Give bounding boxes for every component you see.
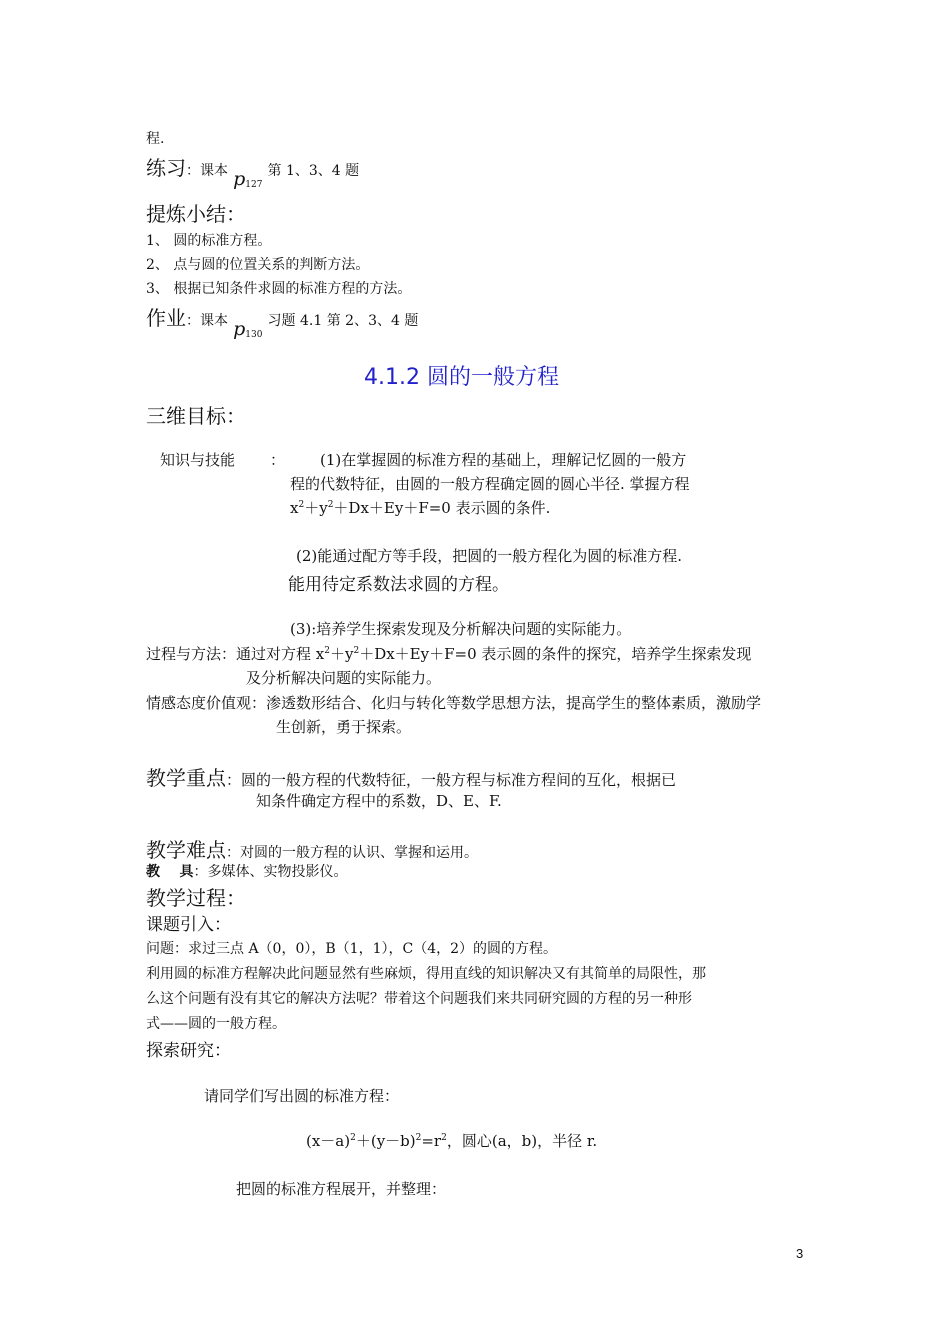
- knowledge-3-line-1: (3):培养学生探索发现及分析解决问题的实际能力。: [290, 620, 632, 638]
- explore-heading: 探索研究：: [146, 1041, 231, 1061]
- knowledge-1-line-2: 程的代数特征，由圆的一般方程确定圆的圆心半径. 掌握方程: [290, 475, 690, 493]
- key-points-heading: 教学重点: [146, 766, 226, 790]
- practice-heading: 练习: [146, 156, 186, 180]
- eq-part-sup-1: 2: [350, 1133, 356, 1143]
- knowledge-label: 知识与技能: [160, 451, 236, 469]
- process-sup-1: 2: [324, 646, 330, 656]
- explore-line-1: 请同学们写出圆的标准方程：: [204, 1087, 400, 1105]
- practice-p-var: p: [233, 168, 246, 190]
- intro-heading: 课题引入：: [146, 915, 231, 935]
- practice-text-after: 第 1、3、4 题: [267, 163, 360, 179]
- knowledge-colon: ：: [270, 451, 286, 469]
- knowledge-2-line-2: 能用待定系数法求圆的方程。: [288, 575, 509, 595]
- summary-item-1: 1、 圆的标准方程。: [146, 233, 272, 249]
- standard-equation: [306, 1130, 597, 1151]
- key-points-colon: ：: [226, 771, 242, 789]
- homework-line: [146, 302, 419, 340]
- intro-paragraph-line-3: 式——圆的一般方程。: [146, 1016, 286, 1032]
- difficulty-colon: ：: [226, 845, 240, 861]
- eq-rest: ＋Dx＋Ey＋F=0 表示圆的条件.: [333, 499, 551, 517]
- eq-part-c: =r: [421, 1132, 442, 1150]
- eq-part-sup-2: 2: [415, 1133, 422, 1143]
- intro-paragraph-line-1: 利用圆的标准方程解决此问题显然有些麻烦，得用直线的知识解决又有其简单的局限性，那: [146, 966, 706, 982]
- tools-colon: ：: [193, 864, 208, 880]
- homework-p-sub: 130: [245, 330, 263, 340]
- practice-colon: ：: [186, 163, 200, 179]
- homework-heading: 作业: [146, 306, 186, 330]
- difficulty-text: 对圆的一般方程的认识、掌握和运用。: [240, 845, 478, 861]
- process-text-b: ＋y: [329, 645, 354, 663]
- top-line: 程.: [146, 131, 165, 147]
- difficulty-heading: 教学难点: [146, 838, 226, 862]
- eq-part-a: (x－a): [306, 1132, 351, 1150]
- objectives-heading: 三维目标：: [146, 404, 246, 428]
- tools-text: 多媒体、实物投影仪。: [207, 864, 348, 880]
- eq-sup-1: 2: [298, 500, 305, 510]
- eq-x: x: [290, 499, 299, 517]
- key-points-line-1: [146, 762, 676, 791]
- practice-p-sub: 127: [245, 180, 263, 190]
- practice-text-before: 课本: [200, 163, 228, 179]
- summary-item-2: 2、 点与圆的位置关系的判断方法。: [146, 257, 370, 273]
- tools-line: [146, 861, 348, 881]
- key-points-text-1: 圆的一般方程的代数特征，一般方程与标准方程间的互化，根据已: [241, 771, 677, 789]
- practice-line: [146, 152, 360, 190]
- eq-sup-2: 2: [327, 500, 334, 510]
- difficulty-line: [146, 834, 478, 863]
- intro-question: 问题：求过三点 A（0，0），B（1，1），C（4，2）的圆的方程。: [146, 941, 558, 957]
- homework-text-before: 课本: [200, 313, 228, 329]
- process-text-a: 过程与方法：通过对方程 x: [146, 645, 325, 663]
- process-sup-2: 2: [353, 646, 360, 656]
- emotion-line-1: 情感态度价值观：渗透数形结合、化归与转化等数学思想方法，提高学生的整体素质，激励学: [146, 694, 762, 712]
- homework-colon: ：: [186, 313, 200, 329]
- eq-part-b: ＋(y－b): [355, 1132, 416, 1150]
- process-method-line-2: 及分析解决问题的实际能力。: [246, 669, 442, 687]
- intro-paragraph-line-2: 么这个问题有没有其它的解决方法呢？带着这个问题我们来共同研究圆的方程的另一种形: [146, 991, 692, 1007]
- summary-item-3: 3、 根据已知条件求圆的标准方程的方法。: [146, 281, 412, 297]
- key-points-line-2: 知条件确定方程中的系数，D、E、F.: [256, 792, 502, 810]
- eq-part-sup-3: 2: [441, 1133, 447, 1143]
- knowledge-2-line-1: (2)能通过配方等手段，把圆的一般方程化为圆的标准方程.: [296, 547, 683, 565]
- process-method-line-1: [146, 643, 751, 664]
- page-number: 3: [796, 1246, 804, 1261]
- summary-heading: 提炼小结：: [146, 202, 246, 226]
- tools-label: 教 具: [146, 864, 194, 880]
- eq-part-d: ，圆心(a，b)，半径 r.: [446, 1132, 598, 1150]
- eq-plus-y: ＋y: [304, 499, 328, 517]
- emotion-line-2: 生创新，勇于探索。: [276, 718, 412, 736]
- explore-line-3: 把圆的标准方程展开，并整理：: [236, 1180, 447, 1198]
- process-heading: 教学过程：: [146, 886, 246, 910]
- section-title: 4.1.2 圆的一般方程: [364, 365, 559, 390]
- knowledge-1-line-3: [290, 497, 550, 518]
- process-text-c: ＋Dx＋Ey＋F=0 表示圆的条件的探究，培养学生探索发现: [359, 645, 752, 663]
- knowledge-1-line-1: (1)在掌握圆的标准方程的基础上，理解记忆圆的一般方: [320, 451, 687, 469]
- homework-p-var: p: [233, 318, 246, 340]
- homework-text-after: 习题 4.1 第 2、3、4 题: [267, 313, 419, 329]
